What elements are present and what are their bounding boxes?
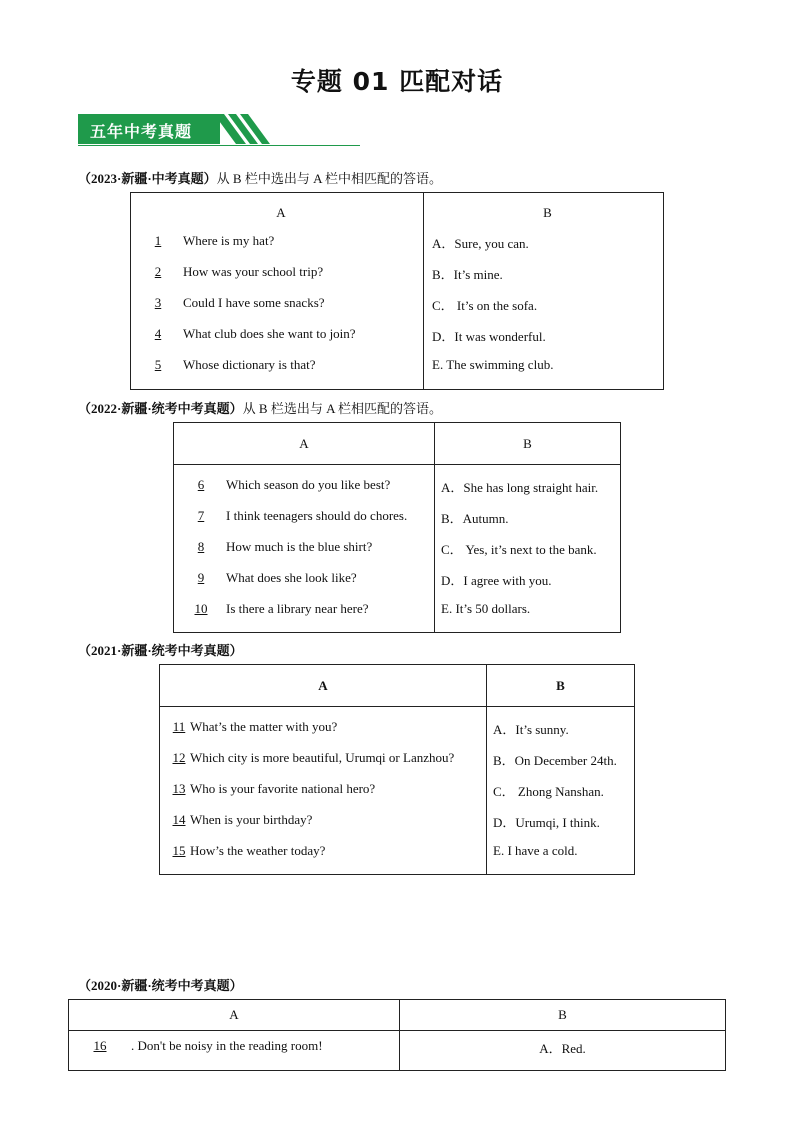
answer-option: B．Autumn. <box>441 511 509 526</box>
list-item <box>75 1038 399 1069</box>
list-item <box>432 326 663 357</box>
section-2-instruction: 从 B 栏选出与 A 栏相匹配的答语。 <box>242 401 443 416</box>
table-2-col-a <box>174 465 435 633</box>
answer-blank[interactable]: 16 <box>93 1038 107 1053</box>
section-4-heading <box>78 975 243 994</box>
table-4-col-b <box>400 1031 726 1071</box>
section-4-source: （2020·新疆·统考中考真题） <box>78 978 243 993</box>
answer-blank[interactable]: 6 <box>197 477 205 492</box>
list-item <box>139 357 423 388</box>
list-item <box>493 781 634 812</box>
page-title: 专题 01 匹配对话 <box>290 67 504 96</box>
list-item <box>182 601 434 632</box>
answer-blank[interactable]: 14 <box>172 812 186 827</box>
section-2-source: （2022·新疆·统考中考真题） <box>78 401 243 416</box>
section-3-heading <box>78 640 243 659</box>
answer-blank[interactable]: 2 <box>154 264 162 279</box>
list-item <box>493 843 634 874</box>
question-text: Which city is more beautiful, Urumqi or Lanzhou? <box>190 750 455 765</box>
table-1-col-a <box>131 193 424 390</box>
matching-table-3 <box>159 664 635 875</box>
section-1-source: （2023·新疆·中考真题） <box>78 171 217 186</box>
answer-blank[interactable]: 8 <box>197 539 205 554</box>
list-item <box>182 570 434 601</box>
list-item <box>441 601 620 632</box>
col-b-rows <box>441 477 620 632</box>
answer-blank[interactable]: 5 <box>154 357 162 372</box>
col-b-header: B <box>543 205 552 220</box>
list-item <box>493 750 634 781</box>
list-item <box>441 570 620 601</box>
matching-table-4 <box>68 999 726 1071</box>
list-item <box>401 1038 724 1069</box>
col-a-header: A <box>160 665 487 707</box>
col-a-rows <box>168 719 486 874</box>
list-item <box>182 508 434 539</box>
question-text: When is your birthday? <box>190 812 313 827</box>
question-text: What does she look like? <box>226 570 357 585</box>
question-text: Is there a library near here? <box>226 601 369 616</box>
col-b-header: B <box>400 1000 726 1031</box>
question-text: Whose dictionary is that? <box>183 357 316 372</box>
answer-option: C． Yes, it’s next to the bank. <box>441 542 597 557</box>
answer-option: C． It’s on the sofa. <box>432 298 538 313</box>
list-item <box>139 295 423 326</box>
answer-option: D．Urumqi, I think. <box>493 815 600 830</box>
list-item <box>493 812 634 843</box>
answer-option: D．It was wonderful. <box>432 329 546 344</box>
answer-option: A．Sure, you can. <box>432 236 529 251</box>
answer-option: A．Red. <box>539 1041 586 1056</box>
col-b-rows <box>432 233 663 388</box>
col-a-header: A <box>174 423 435 465</box>
list-item <box>139 233 423 264</box>
col-a-header: A <box>69 1000 400 1031</box>
section-2-heading <box>78 398 442 417</box>
answer-option: A．It’s sunny. <box>493 722 569 737</box>
banner-stripes-icon <box>214 114 334 146</box>
col-b-rows <box>493 719 634 874</box>
question-text: How’s the weather today? <box>190 843 326 858</box>
table-3-col-a <box>160 707 487 875</box>
question-text: How was your school trip? <box>183 264 324 279</box>
answer-blank[interactable]: 15 <box>172 843 186 858</box>
answer-blank[interactable]: 10 <box>194 601 208 616</box>
question-text: What club does she want to join? <box>183 326 356 341</box>
list-item <box>182 539 434 570</box>
answer-option: B．On December 24th. <box>493 753 617 768</box>
col-b-rows <box>401 1038 724 1069</box>
table-4-col-a <box>69 1031 400 1071</box>
question-text: Where is my hat? <box>183 233 275 248</box>
question-text: Who is your favorite national hero? <box>190 781 376 796</box>
list-item <box>168 781 486 812</box>
question-text: Could I have some snacks? <box>183 295 325 310</box>
col-a-rows <box>139 233 423 388</box>
list-item <box>168 750 486 781</box>
list-item <box>493 719 634 750</box>
answer-blank[interactable]: 9 <box>197 570 205 585</box>
answer-blank[interactable]: 12 <box>172 750 186 765</box>
list-item <box>441 508 620 539</box>
banner-label: 五年中考真题 <box>90 122 193 141</box>
question-text: What’s the matter with you? <box>190 719 338 734</box>
list-item <box>168 812 486 843</box>
answer-option: C． Zhong Nanshan. <box>493 784 604 799</box>
col-b-header: B <box>487 665 635 707</box>
list-item <box>432 357 663 388</box>
col-a-header: A <box>276 205 286 220</box>
matching-table-1 <box>130 192 664 390</box>
answer-option: E. The swimming club. <box>432 357 554 372</box>
answer-blank[interactable]: 13 <box>172 781 186 796</box>
list-item <box>139 326 423 357</box>
answer-option: B．It’s mine. <box>432 267 503 282</box>
section-1-heading <box>78 168 442 187</box>
answer-option: E. I have a cold. <box>493 843 578 858</box>
question-text: Which season do you like best? <box>226 477 391 492</box>
col-b-header: B <box>435 423 621 465</box>
list-item <box>432 295 663 326</box>
table-1-col-b <box>424 193 664 390</box>
banner-underline <box>78 145 360 146</box>
question-text: . Don't be noisy in the reading room! <box>131 1038 323 1053</box>
question-text: I think teenagers should do chores. <box>226 508 408 523</box>
section-3-source: （2021·新疆·统考中考真题） <box>78 643 243 658</box>
table-3-col-b <box>487 707 635 875</box>
matching-table-2 <box>173 422 621 633</box>
col-a-rows <box>182 477 434 632</box>
section-1-instruction: 从 B 栏中选出与 A 栏中相匹配的答语。 <box>216 171 443 186</box>
question-text: How much is the blue shirt? <box>226 539 373 554</box>
list-item <box>432 264 663 295</box>
answer-blank[interactable]: 1 <box>154 233 162 248</box>
list-item <box>441 477 620 508</box>
answer-blank[interactable]: 4 <box>154 326 162 341</box>
col-a-rows <box>75 1038 399 1069</box>
answer-blank[interactable]: 11 <box>172 719 186 734</box>
list-item <box>432 233 663 264</box>
list-item <box>168 719 486 750</box>
section-banner <box>78 114 360 149</box>
list-item <box>182 477 434 508</box>
list-item <box>168 843 486 874</box>
answer-option: A．She has long straight hair. <box>441 480 599 495</box>
table-2-col-b <box>435 465 621 633</box>
answer-blank[interactable]: 3 <box>154 295 162 310</box>
list-item <box>441 539 620 570</box>
list-item <box>139 264 423 295</box>
answer-blank[interactable]: 7 <box>197 508 205 523</box>
answer-option: E. It’s 50 dollars. <box>441 601 531 616</box>
answer-option: D．I agree with you. <box>441 573 552 588</box>
